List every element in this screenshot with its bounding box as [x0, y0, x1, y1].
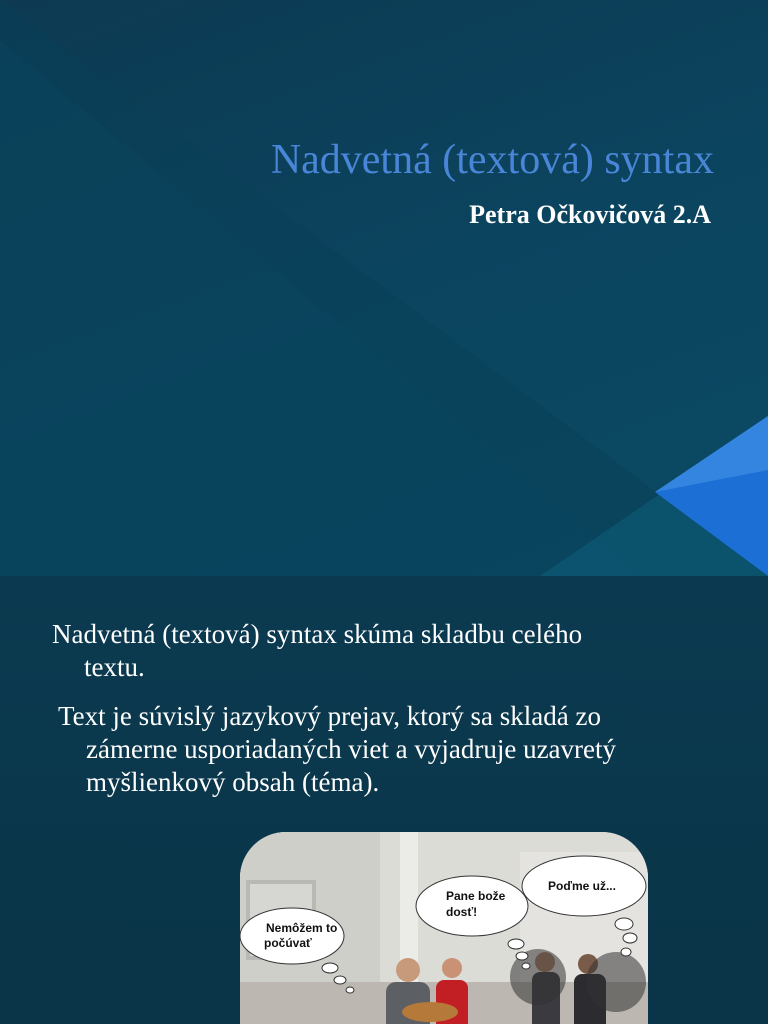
paragraph-line: Text je súvislý jazykový prejav, ktorý sa skladá zo [58, 701, 601, 731]
slide-subtitle: Petra Očkovičová 2.A [469, 200, 711, 229]
slide-title: Nadvetná (textová) syntax [270, 137, 714, 183]
paragraph-line: myšlienkový obsah (téma). [86, 767, 380, 797]
classroom-photo [240, 832, 648, 1024]
paragraph-text-definition [58, 700, 738, 799]
bubble-middle-line1: Pane bože [446, 889, 506, 903]
bubble-left-line1: Nemôžem to [266, 921, 338, 935]
paragraph-line: Nadvetná (textová) syntax skúma skladbu celého [52, 619, 583, 649]
content-slide [0, 576, 768, 1024]
bubble-right-text: Poďme už... [548, 879, 616, 893]
paragraph-definition [52, 618, 732, 684]
bubble-middle-line2: dosť! [446, 905, 478, 919]
bubble-left-line2: počúvať [264, 936, 312, 950]
paragraph-line: textu. [84, 652, 145, 682]
paragraph-line: zámerne usporiadaných viet a vyjadruje uzavretý [86, 734, 617, 764]
